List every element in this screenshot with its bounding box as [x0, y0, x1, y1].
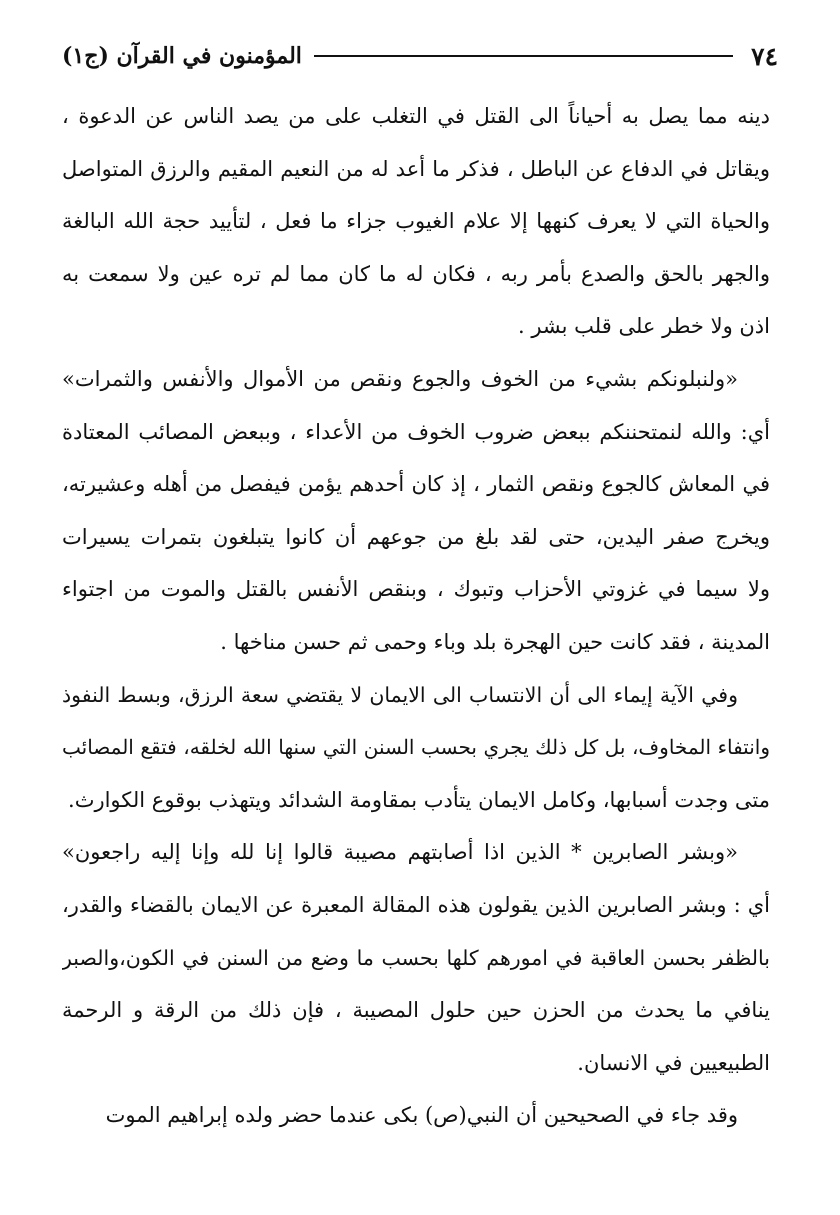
- text-line: أي: والله لنمتحننكم ببعض ضروب الخوف من الأعداء ، وببعض المصائب المعتادة: [62, 419, 770, 444]
- running-title: المؤمنون في القرآن (ج١): [62, 43, 302, 69]
- text-line: في المعاش كالجوع ونقص الثمار ، إذ كان أحدهم يؤمن فيفصل من أهله وعشيرته،: [62, 472, 770, 497]
- text-line: ويخرج صفر اليدين، حتى لقد بلغ من جوعهم أن كانوا يتبلغون بتمرات يسيرات: [62, 524, 770, 549]
- text-line: المدينة ، فقد كانت حين الهجرة بلد وباء وحمى ثم حسن مناخها .: [220, 629, 770, 654]
- quran-verse-line: «ولنبلونكم بشيء من الخوف والجوع ونقص من الأموال والأنفس والثمرات»: [62, 366, 738, 391]
- page-number: ٧٤: [751, 41, 778, 71]
- text-line: ويقاتل في الدفاع عن الباطل ، فذكر ما أعد له من النعيم المقيم والرزق المتواصل: [62, 156, 770, 181]
- text-line: والجهر بالحق والصدع بأمر ربه ، فكان له ما كان مما لم تره عين ولا سمعت به: [62, 261, 770, 286]
- header-rule: [314, 55, 733, 57]
- page-header: [62, 36, 778, 76]
- text-line: وفي الآية إيماء الى أن الانتساب الى الايمان لا يقتضي سعة الرزق، وبسط النفوذ: [62, 682, 738, 707]
- text-line: وانتفاء المخاوف، بل كل ذلك يجري بحسب السنن التي سنها الله لخلقه، فتقع المصائب: [62, 735, 770, 760]
- text-line: دينه مما يصل به أحياناً الى القتل في التغلب على من يصد الناس عن الدعوة ،: [62, 104, 770, 128]
- text-line: بالظفر بحسن العاقبة في امورهم كلها بحسب ما وضع من السنن في الكون،والصبر: [62, 945, 770, 970]
- text-line: متى وجدت أسبابها، وكامل الايمان يتأدب بمقاومة الشدائد ويتهذب بوقوع الكوارث.: [68, 787, 770, 812]
- text-line: أي : وبشر الصابرين الذين يقولون هذه المقالة المعبرة عن الايمان بالقضاء والقدر،: [62, 892, 770, 917]
- text-line: الطبيعيين في الانسان.: [577, 1050, 770, 1075]
- body-text: [62, 90, 770, 1142]
- text-line: ولا سيما في غزوتي الأحزاب وتبوك ، وبنقص الأنفس بالقتل والموت من اجتواء: [62, 577, 770, 602]
- text-line: والحياة التي لا يعرف كنهها إلا علام الغيوب جزاء ما فعل ، لتأييد حجة الله البالغة: [62, 209, 770, 234]
- text-line: ينافي ما يحدث من الحزن حين حلول المصيبة ، فإن ذلك من الرقة و الرحمة: [62, 998, 770, 1023]
- text-line: اذن ولا خطر على قلب بشر .: [517, 314, 770, 339]
- quran-verse-line: «وبشر الصابرين * الذين اذا أصابتهم مصيبة قالوا إنا لله وإنا إليه راجعون»: [62, 840, 738, 865]
- text-line: وقد جاء في الصحيحين أن النبي(ص) بكى عندما حضر ولده إبراهيم الموت: [105, 1103, 738, 1128]
